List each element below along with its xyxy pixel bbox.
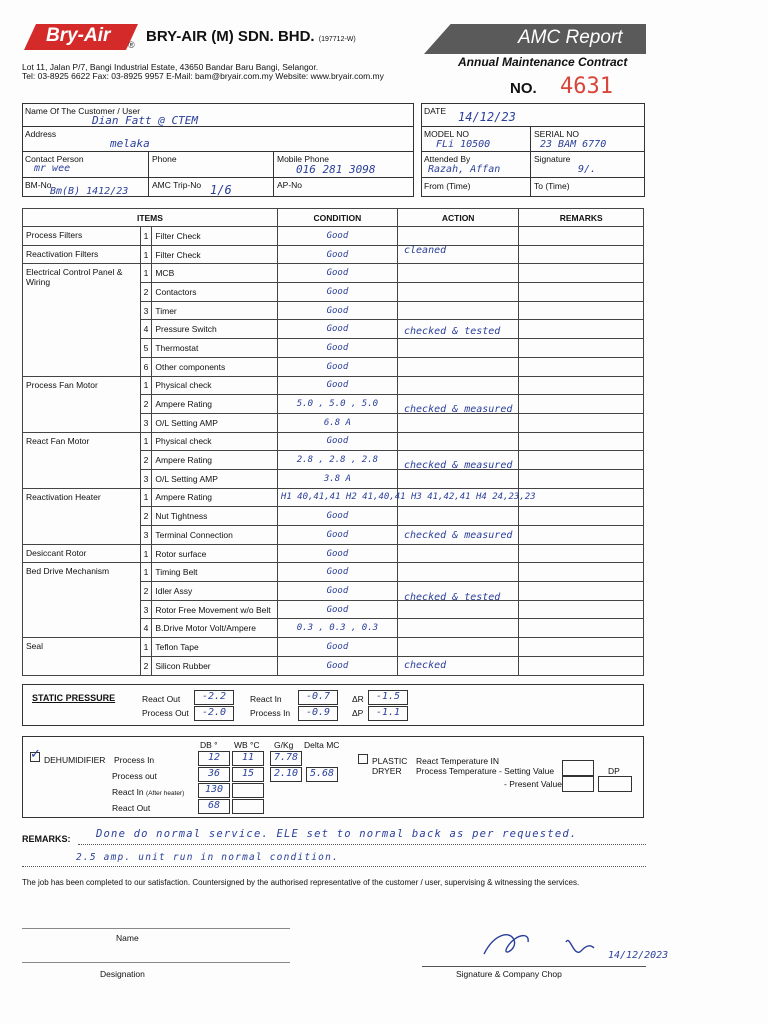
item-group-label: Reactivation Heater	[23, 488, 141, 544]
action-note: checked & measured	[404, 404, 513, 415]
item-number: 4	[140, 619, 152, 638]
item-group-label: Process Fan Motor	[23, 376, 141, 432]
bm-no-label: BM-No	[25, 180, 52, 190]
ap-no-label: AP-No	[277, 180, 303, 190]
item-condition: Good	[277, 600, 397, 619]
address-value: melaka	[110, 137, 150, 150]
sp-delta-p-label: ΔP	[352, 708, 364, 718]
item-remarks	[519, 526, 644, 545]
contact-person-label: Contact Person	[25, 154, 84, 164]
sp-process-in-value: -0.9	[298, 706, 338, 721]
item-remarks	[519, 320, 644, 339]
divider	[148, 151, 149, 197]
mobile-label: Mobile Phone	[277, 154, 329, 164]
mobile-value: 016 281 3098	[296, 163, 376, 176]
sp-react-in-value: -0.7	[298, 690, 338, 705]
plastic-label: PLASTIC	[372, 756, 408, 766]
item-group-label: Electrical Control Panel & Wiring	[23, 264, 141, 376]
item-name: Contactors	[152, 283, 278, 302]
item-name: Filter Check	[152, 227, 278, 246]
header-condition: CONDITION	[277, 209, 397, 227]
item-remarks	[519, 264, 644, 283]
item-action	[397, 638, 519, 657]
item-condition: Good	[277, 301, 397, 320]
item-condition: Good	[277, 376, 397, 395]
item-remarks	[519, 544, 644, 563]
model-no-label: MODEL NO	[424, 129, 470, 139]
item-name: Rotor surface	[152, 544, 278, 563]
item-condition: Good	[277, 656, 397, 675]
divider	[421, 126, 645, 127]
item-action	[397, 432, 519, 451]
item-name: Pressure Switch	[152, 320, 278, 339]
item-number: 2	[140, 283, 152, 302]
customer-name-value: Dian Fatt @ CTEM	[92, 114, 198, 127]
header-action: ACTION	[397, 209, 519, 227]
item-condition: Good	[277, 264, 397, 283]
item-condition: 5.0 , 5.0 , 5.0	[277, 395, 397, 414]
sp-process-out-label: Process Out	[142, 708, 189, 718]
item-number: 6	[140, 357, 152, 376]
dh-process-out-delta: 5.68	[306, 767, 338, 782]
dh-process-in-wb: 11	[232, 751, 264, 766]
table-row	[23, 563, 644, 582]
attended-by-value: Razah, Affan	[428, 164, 501, 175]
report-subtitle: Annual Maintenance Contract	[458, 55, 628, 69]
to-time-label: To (Time)	[534, 181, 570, 191]
dp-label: DP	[608, 766, 620, 776]
customer-signature	[470, 920, 630, 968]
action-note: checked & tested	[404, 592, 501, 603]
divider	[421, 177, 645, 178]
checkmark-icon: ✓	[30, 746, 41, 761]
dh-process-out-gkg: 2.10	[270, 767, 302, 782]
header-items: ITEMS	[23, 209, 278, 227]
item-condition: Good	[277, 638, 397, 657]
item-condition: Good	[277, 507, 397, 526]
dh-process-in-gkg: 7.78	[270, 751, 302, 766]
react-temp-label: React Temperature IN	[416, 756, 499, 766]
action-note: checked & tested	[404, 326, 501, 337]
item-number: 1	[140, 245, 152, 264]
item-group-label: Process Filters	[23, 227, 141, 246]
company-contacts: Tel: 03-8925 6622 Fax: 03-8925 9957 E-Mail: bam@bryair.com.my Website: www.bryair.com.my	[22, 71, 384, 81]
dehumidifier-label: DEHUMIDIFIER	[44, 755, 106, 765]
item-name: O/L Setting AMP	[152, 469, 278, 488]
logo-registered-mark: ®	[128, 40, 135, 50]
address-label: Address	[25, 129, 57, 139]
item-condition: Good	[277, 582, 397, 601]
sp-delta-r-value: -1.5	[368, 690, 408, 705]
table-row	[23, 544, 644, 563]
item-number: 1	[140, 544, 152, 563]
item-action	[397, 413, 519, 432]
setting-value-box	[562, 760, 594, 776]
from-time-label: From (Time)	[424, 181, 471, 191]
model-no-value: FLi 10500	[436, 139, 491, 150]
item-action	[397, 563, 519, 582]
dp-box	[598, 776, 632, 792]
item-condition: Good	[277, 320, 397, 339]
dh-react-in-label	[112, 787, 184, 797]
item-condition: H1 40,41,41 H2 41,40,41 H3 41,42,41 H4 24,23,23	[277, 488, 397, 507]
signature-label: Signature	[534, 154, 571, 164]
item-number: 2	[140, 451, 152, 470]
logo-text: Bry-Air	[46, 25, 111, 46]
item-name: Rotor Free Movement w/o Belt	[152, 600, 278, 619]
item-action	[397, 469, 519, 488]
table-row	[23, 245, 644, 264]
items-table-header	[23, 209, 644, 227]
company-name	[146, 28, 356, 45]
item-action	[397, 301, 519, 320]
dh-react-in-note: (After heater)	[146, 790, 185, 797]
item-number: 1	[140, 376, 152, 395]
present-value-box	[562, 776, 594, 792]
item-name: Filter Check	[152, 245, 278, 264]
item-action	[397, 507, 519, 526]
technician-signature: 9/.	[578, 164, 597, 175]
item-name: Silicon Rubber	[152, 656, 278, 675]
item-action	[397, 357, 519, 376]
item-action	[397, 376, 519, 395]
dh-process-in-label: Process In	[114, 755, 155, 765]
item-remarks	[519, 432, 644, 451]
company-address: Lot 11, Jalan P/7, Bangi Industrial Estate, 43650 Bandar Baru Bangi, Selangor.	[22, 62, 319, 72]
item-name: Timing Belt	[152, 563, 278, 582]
item-remarks	[519, 301, 644, 320]
item-condition: Good	[277, 563, 397, 582]
item-condition: Good	[277, 432, 397, 451]
item-name: Ampere Rating	[152, 451, 278, 470]
designation-label: Designation	[100, 969, 145, 979]
item-condition: Good	[277, 357, 397, 376]
attended-by-label: Attended By	[424, 154, 471, 164]
static-pressure-title: STATIC PRESSURE	[32, 693, 116, 703]
divider	[273, 151, 274, 197]
company-reg-no: (197712-W)	[318, 36, 356, 43]
item-number: 4	[140, 320, 152, 339]
items-table	[22, 208, 644, 676]
item-number: 2	[140, 582, 152, 601]
item-number: 1	[140, 432, 152, 451]
item-number: 2	[140, 395, 152, 414]
item-condition: Good	[277, 544, 397, 563]
col-db-label: DB °	[200, 740, 218, 750]
col-gkg-label: G/Kg	[274, 740, 294, 750]
item-remarks	[519, 339, 644, 358]
dh-react-in-text: React In	[112, 787, 144, 797]
item-number: 1	[140, 488, 152, 507]
sp-process-out-value: -2.0	[194, 706, 234, 721]
dh-react-out-wb	[232, 799, 264, 814]
sp-react-in-label: React In	[250, 694, 282, 704]
item-condition: Good	[277, 283, 397, 302]
company-title: BRY-AIR (M) SDN. BHD.	[146, 28, 315, 45]
sp-delta-p-value: -1.1	[368, 706, 408, 721]
item-name: Ampere Rating	[152, 395, 278, 414]
plastic-dryer-checkbox[interactable]	[358, 754, 368, 764]
remarks-label: REMARKS:	[22, 834, 71, 844]
item-action	[397, 339, 519, 358]
item-name: Teflon Tape	[152, 638, 278, 657]
item-remarks	[519, 227, 644, 246]
item-action	[397, 544, 519, 563]
serial-no-label: SERIAL NO	[534, 129, 580, 139]
item-action	[397, 600, 519, 619]
item-remarks	[519, 413, 644, 432]
item-number: 3	[140, 469, 152, 488]
divider	[22, 126, 414, 127]
item-name: Thermostat	[152, 339, 278, 358]
table-row	[23, 638, 644, 657]
remarks-line-2	[22, 866, 646, 867]
item-remarks	[519, 656, 644, 675]
header-remarks: REMARKS	[519, 209, 644, 227]
item-remarks	[519, 283, 644, 302]
designation-line	[22, 962, 290, 963]
date-label: DATE	[424, 106, 447, 116]
item-remarks	[519, 488, 644, 507]
item-number: 1	[140, 563, 152, 582]
item-remarks	[519, 507, 644, 526]
sp-react-out-value: -2.2	[194, 690, 234, 705]
table-row	[23, 488, 644, 507]
completion-statement: The job has been completed to our satisfaction. Countersigned by the authorised representative of the customer / user, supervising & witnessing the services.	[22, 878, 580, 887]
sp-delta-r-label: ΔR	[352, 694, 364, 704]
dh-process-out-label: Process out	[112, 771, 157, 781]
date-value: 14/12/23	[458, 110, 516, 124]
item-remarks	[519, 357, 644, 376]
item-name: Idler Assy	[152, 582, 278, 601]
dh-process-in-db: 12	[198, 751, 230, 766]
item-condition: Good	[277, 227, 397, 246]
item-name: O/L Setting AMP	[152, 413, 278, 432]
item-name: B.Drive Motor Volt/Ampere	[152, 619, 278, 638]
item-remarks	[519, 563, 644, 582]
present-value-label: - Present Value	[504, 779, 562, 789]
dh-process-out-wb: 15	[232, 767, 264, 782]
item-number: 1	[140, 638, 152, 657]
item-condition: 3.8 A	[277, 469, 397, 488]
item-action	[397, 227, 519, 246]
amc-trip-value: 1/6	[210, 183, 232, 197]
item-number: 5	[140, 339, 152, 358]
item-condition: Good	[277, 526, 397, 545]
signature-date: 14/12/2023	[608, 950, 669, 961]
item-condition: Good	[277, 245, 397, 264]
item-number: 1	[140, 264, 152, 283]
item-action	[397, 264, 519, 283]
item-number: 2	[140, 507, 152, 526]
item-name: Ampere Rating	[152, 488, 278, 507]
divider	[22, 151, 414, 152]
dh-react-out-label: React Out	[112, 803, 151, 813]
item-group-label: Seal	[23, 638, 141, 675]
item-condition: 2.8 , 2.8 , 2.8	[277, 451, 397, 470]
col-wb-label: WB °C	[234, 740, 260, 750]
item-group-label: Bed Drive Mechanism	[23, 563, 141, 638]
action-note: cleaned	[404, 245, 447, 256]
item-remarks	[519, 451, 644, 470]
name-label: Name	[116, 933, 139, 943]
contact-person-value: mr wee	[34, 163, 71, 174]
action-note: checked & measured	[404, 530, 513, 541]
report-no-label: NO.	[510, 80, 537, 97]
signature-chop-label: Signature & Company Chop	[456, 969, 562, 979]
item-remarks	[519, 619, 644, 638]
item-remarks	[519, 638, 644, 657]
item-name: Other components	[152, 357, 278, 376]
col-delta-label: Delta MC	[304, 740, 340, 750]
item-condition: Good	[277, 339, 397, 358]
name-line	[22, 928, 290, 929]
item-action	[397, 283, 519, 302]
item-action	[397, 619, 519, 638]
item-remarks	[519, 582, 644, 601]
report-title: AMC Report	[518, 27, 623, 48]
item-remarks	[519, 469, 644, 488]
dryer-label: DRYER	[372, 766, 402, 776]
sp-react-out-label: React Out	[142, 694, 181, 704]
dh-react-in-db: 130	[198, 783, 230, 798]
bry-air-logo	[22, 22, 140, 52]
table-row	[23, 376, 644, 395]
item-name: Terminal Connection	[152, 526, 278, 545]
dh-react-out-db: 68	[198, 799, 230, 814]
divider	[530, 126, 531, 197]
item-number: 3	[140, 526, 152, 545]
action-note: checked & measured	[404, 460, 513, 471]
item-number: 3	[140, 413, 152, 432]
item-group-label: Reactivation Filters	[23, 245, 141, 264]
remarks-text-1: Done do normal service. ELE set to normal back as per requested.	[96, 828, 578, 840]
amc-trip-label: AMC Trip-No	[152, 180, 202, 190]
item-condition: 6.8 A	[277, 413, 397, 432]
item-number: 1	[140, 227, 152, 246]
dh-process-out-db: 36	[198, 767, 230, 782]
action-note: checked	[404, 660, 447, 671]
item-name: Physical check	[152, 376, 278, 395]
divider	[22, 177, 414, 178]
item-name: Timer	[152, 301, 278, 320]
remarks-text-2: 2.5 amp. unit run in normal condition.	[76, 852, 339, 863]
divider	[421, 151, 645, 152]
item-name: Nut Tightness	[152, 507, 278, 526]
table-row	[23, 264, 644, 283]
item-remarks	[519, 395, 644, 414]
remarks-line-1	[78, 844, 646, 845]
items-table-body	[23, 227, 644, 676]
report-number: 4631	[560, 74, 613, 99]
item-number: 3	[140, 600, 152, 619]
dh-react-in-wb	[232, 783, 264, 798]
serial-no-value: 23 BAM 6770	[540, 139, 607, 150]
item-group-label: React Fan Motor	[23, 432, 141, 488]
phone-label: Phone	[152, 154, 177, 164]
table-row	[23, 432, 644, 451]
item-number: 3	[140, 301, 152, 320]
sp-process-in-label: Process In	[250, 708, 291, 718]
item-remarks	[519, 600, 644, 619]
item-name: MCB	[152, 264, 278, 283]
item-remarks	[519, 245, 644, 264]
bm-no-value: Bm(B) 1412/23	[50, 186, 129, 197]
customer-name-label: Name Of The Customer / User	[25, 106, 141, 116]
item-condition: 0.3 , 0.3 , 0.3	[277, 619, 397, 638]
item-remarks	[519, 376, 644, 395]
item-group-label: Desiccant Rotor	[23, 544, 141, 563]
item-number: 2	[140, 656, 152, 675]
item-name: Physical check	[152, 432, 278, 451]
process-temp-label: Process Temperature - Setting Value	[416, 766, 555, 776]
table-row	[23, 227, 644, 246]
